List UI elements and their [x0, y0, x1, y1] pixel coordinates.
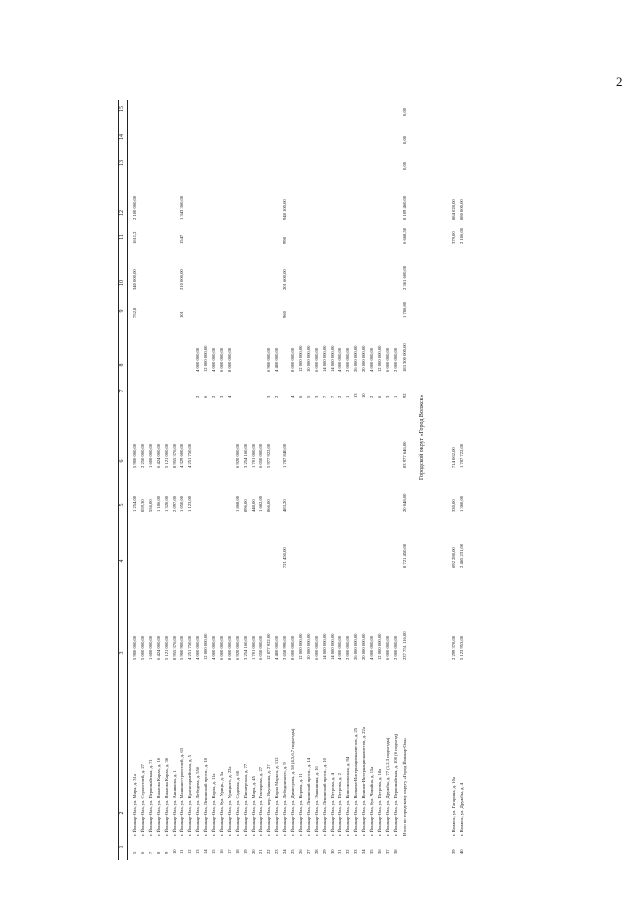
column-header: 2 — [119, 811, 125, 815]
rotated-table — [118, 100, 538, 860]
table-row-address: г. Йошкар-Ола, ул. Яналова Карла, д. 36 — [163, 757, 169, 836]
table-cell-extra: 210 000,00 — [179, 269, 185, 290]
table-row-col-11: 379,00 — [450, 231, 456, 244]
table-row-col-8: 12 000 000,00 — [203, 345, 209, 372]
table-row-number: 36 — [376, 849, 382, 854]
table-row-number: 29 — [321, 849, 327, 854]
table-row-col-6: 5 900 000,00 — [132, 443, 137, 468]
table-cell-extra: 752,8 — [132, 307, 137, 318]
table-row-address: г. Йошкар-Ола, ул. Яналова Карла, д. 16 — [155, 757, 161, 836]
table-row-col-9: 960 — [282, 311, 288, 318]
table-row-address: г. Йошкар-Ола, бул. Чавайна, д. 15а — [369, 766, 374, 836]
table-row-col-5: 2 097,00 — [171, 495, 177, 512]
table-row-col-6: 5 977 922,00 — [266, 443, 272, 468]
table-row-address: г. Йошкар-Ола, ул. Красноармейская, д. 5 — [187, 755, 193, 836]
table-row-col-3: 12 877 922,00 — [266, 633, 272, 660]
table-row-address: г. Йошкар-Ола, ул. Лебединского, д. 9 — [282, 762, 288, 836]
total-row-col-15: 0,00 — [401, 107, 407, 116]
table-row-col-6: 1 600 000,00 — [147, 443, 153, 468]
table-row-number: 15 — [211, 849, 216, 854]
table-row-number: 26 — [297, 849, 303, 854]
table-row-col-3: 12 000 000,00 — [203, 633, 209, 660]
table-row-col-7: 3 — [313, 395, 319, 398]
table-row-col-6: 714 062,00 — [450, 447, 456, 468]
table-row-number: 6 — [139, 851, 145, 854]
table-row-col-7: 2 — [369, 395, 374, 398]
table-row-number: 38 — [392, 849, 398, 854]
column-header: 3 — [119, 651, 125, 655]
table-row-number: 13 — [195, 849, 201, 854]
table-row-col-3: 2 000 000,00 — [345, 635, 351, 660]
table-row-col-8: 20 000 000,00 — [361, 345, 367, 372]
table-row-col-3: 5 000 000,00 — [139, 635, 145, 660]
table-row-number: 31 — [337, 849, 343, 854]
table-row-address: г. Йошкар-Ола, Ленинский просп., д. 18 — [203, 758, 209, 836]
table-row-address: г. Йошкар-Ола, ул. Дружбы, д. 77 (1,2,3 подъезды) — [384, 737, 390, 836]
table-row-address: г. Йошкар-Ола, Ленинский просп., д. 10 — [321, 758, 327, 836]
total-row-col-9: 1 786,80 — [401, 301, 407, 318]
table-row-col-7: 7 — [329, 395, 335, 398]
table-row-col-6: 1 787 840,00 — [282, 443, 288, 468]
table-row-col-3: 5 121 000,00 — [163, 635, 169, 660]
table-row-col-3: 3 254 160,00 — [242, 635, 248, 660]
table-row-col-3: 4 000 000,00 — [369, 635, 374, 660]
column-header: 10 — [119, 280, 125, 286]
table-row-number: 35 — [369, 849, 374, 854]
table-row-col-3: 1 600 000,00 — [147, 635, 153, 660]
table-row-col-7: 4 — [290, 395, 295, 398]
table-row-col-3: 4 400 000,00 — [274, 635, 280, 660]
table-cell-extra: 1 343 360,00 — [179, 195, 185, 220]
table-row-address: г. Йошкар-Ола, ул. Анникова, д. 1 — [171, 770, 177, 836]
table-row-col-8: 4 400 000,00 — [274, 347, 280, 372]
group-title: Городской округ «Город Волжск» — [418, 394, 425, 480]
column-header: 6 — [119, 459, 125, 463]
table-row-number: 8 — [155, 851, 161, 854]
table-row-col-8: 14 000 000,00 — [321, 345, 327, 372]
table-row-col-3: 20 000 000,00 — [361, 633, 367, 660]
total-row-col-5: 20 048,00 — [401, 493, 407, 512]
table-cell-extra: 1611,2 — [132, 231, 137, 244]
table-row-address: г. Йошкар-Ола, ул. Первомайская, д. 71 — [147, 759, 153, 836]
table-row-address: г. Йошкар-Ола, ул. Мира, д. 31а — [132, 774, 137, 836]
table-row-col-3: 4 000 000,00 — [211, 635, 216, 660]
table-row-col-5: 1 682,00 — [258, 495, 264, 512]
table-row-col-5: 1 320,00 — [163, 495, 169, 512]
table-row-col-8: 10 000 000,00 — [305, 345, 311, 372]
table-row-address: г. Йошкар-Ола, ул. Димитрова, д. 58 (4,5,6,7 подъезды) — [290, 728, 295, 836]
table-row-address: г. Йошкар-Ола, ул. Машиностроителей, д. 63 — [179, 748, 185, 836]
table-row-col-3: 12 000 000,00 — [297, 633, 303, 660]
table-row-col-8: 6 900 000,00 — [266, 347, 272, 372]
table-row-col-7: 7 — [321, 395, 327, 398]
table-row-number: 27 — [305, 849, 311, 854]
table-row-number: 21 — [258, 849, 264, 854]
column-header: 11 — [119, 234, 125, 240]
table-row-col-3: 5 123 953,00 — [458, 635, 464, 660]
table-row-col-3: 2 299 378,00 — [450, 635, 456, 660]
table-row-address: г. Йошкар-Ола, ул. Гончарова, д. 27 — [258, 766, 264, 836]
table-row-col-8: 8 000 000,00 — [226, 347, 232, 372]
table-row-col-3: 4 000 000,00 — [195, 635, 201, 660]
table-row-col-6: 6 920 000,00 — [234, 443, 240, 468]
table-cell-extra: 340 000,00 — [132, 269, 137, 290]
column-header: 15 — [119, 106, 125, 112]
table-row-col-11: 2 106,00 — [458, 227, 464, 244]
total-row-col-6: 83 977 646,00 — [401, 441, 407, 468]
table-row-col-3: 14 000 000,00 — [329, 633, 335, 660]
table-cell-extra: 101 — [179, 311, 185, 318]
column-header: 9 — [119, 309, 125, 313]
table-row-address: г. Волжск, ул. Гагарина, д. 10а — [450, 777, 456, 836]
table-row-col-3: 6 000 000,00 — [218, 635, 224, 660]
table-row-col-3: 8 000 000,00 — [226, 635, 232, 660]
table-row-col-6: 1 787 722,00 — [458, 443, 464, 468]
table-row-col-3: 10 000 000,00 — [305, 633, 311, 660]
total-row-col-14: 0,00 — [401, 135, 407, 144]
table-row-address: г. Йошкар-Ола, бул. Урицк., д. 5а — [218, 771, 224, 836]
table-row-number: 10 — [171, 849, 177, 854]
total-row-col-11: 6 668,50 — [401, 227, 407, 244]
column-header: 5 — [119, 503, 125, 507]
table-row-number: 9 — [163, 851, 169, 854]
table-row-address: г. Йошкар-Ола, ул. Мира, д. 45 — [250, 776, 256, 836]
table-row-col-8: 4 000 000,00 — [211, 347, 216, 372]
table-row-col-8: 14 000 000,00 — [329, 345, 335, 372]
table-cell-extra: 1547 — [179, 234, 185, 244]
table-row-col-6: 2 250 000,00 — [139, 443, 145, 468]
table-row-col-7: 6 — [376, 395, 382, 398]
table-row-col-6: 1 701 000,00 — [250, 443, 256, 468]
column-header: 14 — [119, 134, 125, 140]
table-row-number: 11 — [179, 849, 185, 854]
table-row-col-3: 6 050 000,00 — [258, 635, 264, 660]
table-row-col-11: 998 — [282, 237, 288, 244]
table-row-col-3: 4 251 750,00 — [187, 635, 193, 660]
table-row-col-3: 14 000 000,00 — [321, 633, 327, 660]
table-row-col-7: 2 — [337, 395, 343, 398]
table-row-col-3: 3 658 990,00 — [282, 635, 288, 660]
table-row-number: 34 — [361, 849, 367, 854]
table-row-col-5: 1 868,00 — [234, 495, 240, 512]
total-row-col-7: 92 — [401, 393, 407, 398]
table-row-address: г. Йошкар-Ола, ул. Карла, д. 11а — [211, 773, 216, 836]
table-row-col-8: 26 000 000,00 — [353, 345, 359, 372]
table-row-col-4: 2 465 231,00 — [458, 543, 464, 568]
table-row-number: 7 — [147, 851, 153, 854]
table-row-number: 25 — [290, 849, 295, 854]
table-row-col-5: 483,20 — [282, 499, 288, 512]
table-row-col-5: 1 254,00 — [132, 495, 137, 512]
table-row-number: 28 — [313, 849, 319, 854]
table-row-col-8: 12 000 000,00 — [297, 345, 303, 372]
table-row-col-3: 26 000 000,00 — [353, 633, 359, 660]
table-row-number: 14 — [203, 849, 209, 854]
table-row-col-8: 6 000 000,00 — [218, 347, 224, 372]
table-row-col-5: 1 360,00 — [458, 495, 464, 512]
table-row-col-6: 4 251 750,00 — [187, 443, 193, 468]
table-row-col-5: 896,00 — [242, 499, 248, 512]
table-row-col-7: 5 — [305, 395, 311, 398]
table-row-col-7: 3 — [384, 395, 390, 398]
table-row-col-3: 4 000 000,00 — [337, 635, 343, 660]
table-row-col-8: 4 000 000,00 — [369, 347, 374, 372]
table-row-address: г. Йошкар-Ола, Ленинский просп., д. 14 — [305, 758, 311, 836]
total-row-col-10: 2 361 600,00 — [401, 265, 407, 290]
table-row-address: г. Волжск, ул. Дружбы, д. 4 — [458, 783, 464, 836]
table-row-col-6: 6 424 000,00 — [155, 443, 161, 468]
table-row-col-8: 2 000 000,00 — [345, 347, 351, 372]
table-row-col-7: 6 — [297, 395, 303, 398]
table-row-col-8: 6 000 000,00 — [384, 347, 390, 372]
table-row-col-5: 1 123,00 — [187, 495, 193, 512]
table-row-col-3: 6 000 000,00 — [384, 635, 390, 660]
table-row-col-5: 1 050,00 — [179, 495, 185, 512]
table-row-col-7: 10 — [361, 393, 367, 398]
table-row-col-6: 8 955 376,00 — [171, 443, 177, 468]
table-row-address: г. Йошкар-Ола, ул. Пионерская, д. 77 — [242, 763, 248, 836]
table-row-number: 33 — [353, 849, 359, 854]
table-row-col-7: 4 — [226, 395, 232, 398]
table-row-address: г. Йошкар-Ола, ул. Урицкого, д. 22а — [226, 766, 232, 836]
table-row-address: г. Йошкар-Ола, ул. Садовая, д. 60 — [234, 771, 240, 836]
table-row-col-5: 330,00 — [450, 499, 456, 512]
table-row-col-8: 4 000 000,00 — [337, 347, 343, 372]
table-row-col-7: 6 — [203, 395, 209, 398]
table-row-address: г. Йошкар-Ола, ул. Карла Маркса, д. 112 — [274, 757, 280, 836]
table-row-number: 16 — [218, 849, 224, 854]
table-row-number: 19 — [242, 849, 248, 854]
table-row-number: 18 — [234, 849, 240, 854]
table-row-col-5: 866,00 — [266, 499, 272, 512]
page-number: 2 — [616, 74, 623, 89]
table-row-address: г. Йошкар-Ола, ул. Петрова, д. 18а — [376, 768, 382, 836]
table-row-col-8: 8 000 000,00 — [290, 347, 295, 372]
table-row-address: г. Йошкар-Ола, пер. Якушкина, д. 27 — [266, 764, 272, 836]
header-rule-bottom — [127, 100, 128, 860]
table-row-col-6: 4 329 600,00 — [179, 443, 185, 468]
table-row-col-7: 3 — [266, 395, 272, 398]
table-row-col-7: 1 — [345, 395, 351, 398]
table-row-number: 32 — [345, 849, 351, 854]
table-row-col-7: 2 — [274, 395, 280, 398]
table-row-col-4: 721 450,00 — [282, 547, 288, 568]
table-row-number: 5 — [132, 851, 137, 854]
table-row-address: г. Йошкар-Ола, ул. Эшкинина, д. 16 — [313, 766, 319, 836]
table-row-col-8: 12 000 000,00 — [376, 345, 382, 372]
table-row-col-3: 6 920 000,00 — [234, 635, 240, 660]
table-row-number: 37 — [384, 849, 390, 854]
table-row-col-5: 859,30 — [139, 499, 145, 512]
table-row-col-3: 8 000 000,00 — [290, 635, 295, 660]
table-row-col-3: 5 900 900,00 — [179, 635, 185, 660]
table-row-col-3: 2 000 000,00 — [392, 635, 398, 660]
table-row-address: г. Йошкар-Ола, ул. Петрова, д. 4 — [329, 773, 335, 836]
total-row-col-12: 8 109 460,00 — [401, 195, 407, 220]
total-row-col-8: 183 300 000,00 — [401, 343, 407, 372]
table-row-col-7: 2 — [211, 395, 216, 398]
total-row-col-3: 237 751 116,00 — [401, 631, 407, 660]
table-row-col-3: 6 424 000,00 — [155, 635, 161, 660]
table-row-col-7: 2 — [195, 395, 201, 398]
table-row-col-3: 12 000 000,00 — [376, 633, 382, 660]
table-row-col-5: 556,00 — [147, 499, 153, 512]
table-row-col-7: 1 — [392, 395, 398, 398]
table-row-col-6: 6 050 000,00 — [258, 443, 264, 468]
table-row-number: 17 — [226, 849, 232, 854]
table-row-number: 30 — [329, 849, 335, 854]
column-header: 1 — [119, 845, 125, 849]
table-row-number: 23 — [274, 849, 280, 854]
table-row-address: г. Йошкар-Ола, ул. Лебедева, д. 55б — [195, 766, 201, 836]
table-row-number: 39 — [450, 849, 456, 854]
table-row-address: г. Йошкар-Ола, ул. Воинов-Интернационалистов, д. 22а — [361, 727, 367, 836]
table-row-number: 20 — [250, 849, 256, 854]
table-row-col-5: 448,00 — [250, 499, 256, 512]
table-row-col-12: 880 000,00 — [458, 199, 464, 220]
table-row-col-6: 5 121 000,00 — [163, 443, 169, 468]
table-row-col-4: 692 288,00 — [450, 547, 456, 568]
table-row-col-3: 1 701 000,00 — [250, 635, 256, 660]
table-row-number: 22 — [266, 849, 272, 854]
column-header: 4 — [119, 559, 125, 563]
table-row-col-6: 3 254 160,00 — [242, 443, 248, 468]
table-row-address: г. Йошкар-Ола, ул. Комсомольская, д. 94 — [345, 756, 351, 836]
table-row-col-12: 948 100,00 — [282, 199, 288, 220]
total-row-col-4: 8 721 450,00 — [401, 543, 407, 568]
table-row-col-8: 6 000 000,00 — [313, 347, 319, 372]
column-header: 7 — [119, 389, 125, 393]
column-header: 13 — [119, 160, 125, 166]
table-row-address: г. Йошкар-Ола, ул. Волкова-Интернационалистов, д. 25 — [353, 727, 359, 836]
table-row-col-3: 8 955 376,00 — [171, 635, 177, 660]
table-row-address: г. Йошкар-Ола, ул. Петрова, д. 2 — [337, 773, 343, 836]
column-header: 8 — [119, 363, 125, 367]
table-row-col-12: 884 028,00 — [450, 199, 456, 220]
table-row-col-8: 4 000 000,00 — [195, 347, 201, 372]
table-row-number: 40 — [458, 849, 464, 854]
table-row-col-10: 201 600,00 — [282, 269, 288, 290]
table-row-number: 12 — [187, 849, 193, 854]
table-row-address: г. Йошкар-Ола, ул. Первомайская, д. 100 (6 подъезд) — [392, 733, 398, 836]
total-row-address: Итого по городскому округу «Город Йошкар-Ола» — [401, 737, 407, 836]
table-row-col-7: 3 — [218, 395, 224, 398]
table-row-col-7: 13 — [353, 393, 359, 398]
table-row-address: г. Йошкар-Ола, ул. Корова, д. 11 — [297, 773, 303, 836]
table-row-address: г. Йошкар-Ола, ул. Строителей, д. 27 — [139, 764, 145, 836]
column-header: 12 — [119, 210, 125, 216]
table-row-col-3: 5 900 000,00 — [132, 635, 137, 660]
table-row-col-3: 6 000 000,00 — [313, 635, 319, 660]
total-row-col-13: 0,00 — [401, 161, 407, 170]
table-row-number: 24 — [282, 849, 288, 854]
table-cell-extra: 2 100 000,00 — [132, 195, 137, 220]
table-row-col-8: 2 000 000,00 — [392, 347, 398, 372]
table-row-col-5: 1 186,00 — [155, 495, 161, 512]
